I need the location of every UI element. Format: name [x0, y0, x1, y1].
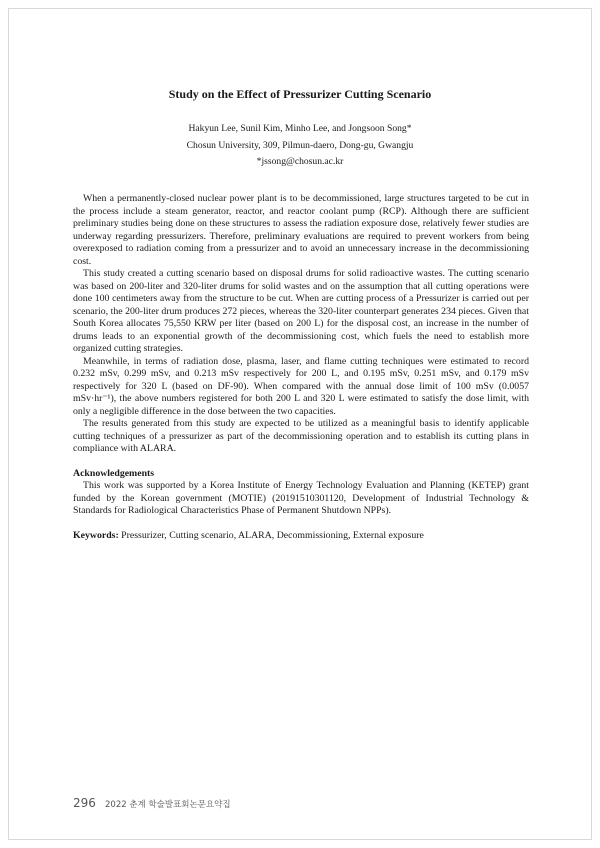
author-list: Hakyun Lee, Sunil Kim, Minho Lee, and Jongsoon Song*: [188, 123, 412, 134]
affiliation: Chosun University, 309, Pilmun-daero, Dong-gu, Gwangju: [186, 140, 414, 151]
paragraph-2: This study created a cutting scenario based on disposal drums for solid radioactive wastes. The cutting scenario was based on 200-liter and 320-liter drums for solid wastes and on the assumption that all cutting operations were done 100 centimeters away from the structure to be cut. When are cutting process of a Pressurizer is carried out per scenario, the 200-liter drum produces 272 pieces, whereas the 320-liter counterpart generates 234 pieces. Given that South Korea allocates 75,550 KRW per liter (based on 200 L) for the disposal cost, an increase in the number of drums leads to an exponential growth of the decommissioning cost, which fuels the need to establish more organized cutting strategies.: [73, 268, 529, 354]
paragraph-3: Meanwhile, in terms of radiation dose, plasma, laser, and flame cutting techniques were estimated to record 0.232 mSv, 0.299 mSv, and 0.213 mSv respectively for 200 L, and 0.195 mSv, 0.251 mSv, and 0.179 mSv respectively for 320 L (based on DF-90). When compared with the annual dose limit of 100 mSv (0.0057 mSv·hr⁻¹), the above numbers registered for both 200 L and 320 L were estimated to satisfy the dose limit, with only a negligible difference in the dose between the two capacities.: [73, 355, 529, 417]
keywords-label: Keywords:: [73, 529, 119, 541]
abstract-body: [73, 193, 529, 542]
corresponding-email: *jssong@chosun.ac.kr: [256, 156, 344, 167]
keywords-line: [73, 530, 529, 543]
page-number: 296: [73, 796, 96, 810]
proceedings-label: 2022 춘계 학술발표회논문요약집: [105, 800, 231, 810]
keywords-text: Pressurizer, Cutting scenario, ALARA, Decommissioning, External exposure: [121, 529, 424, 541]
paper-title: Study on the Effect of Pressurizer Cutting Scenario: [168, 87, 432, 101]
acknowledgements-heading: Acknowledgements: [73, 467, 155, 479]
paragraph-1: When a permanently-closed nuclear power plant is to be decommissioned, large structures targeted to be cut in the process include a steam generator, reactor, and reactor coolant pump (RCP). Although there are sufficient preliminary studies being done on these structures to assess the radiation exposure dose, relatively fewer studies are underway regarding pressurizers. Therefore, preliminary evaluations are required to prevent workers from being overexposed to radiation coming from a pressurizer and to avoid an unnecessary increase in the decommissioning cost.: [73, 193, 529, 267]
page-footer: [73, 792, 231, 811]
acknowledgements-text: This work was supported by a Korea Institute of Energy Technology Evaluation and Planning (KETEP) grant funded by the Korean government (MOTIE) (20191510301120, Development of Industrial Technology & Standards for Radiological Characteristics Phase of Permanent Shutdown NPPs).: [73, 480, 529, 516]
paragraph-4: The results generated from this study are expected to be utilized as a meaningful basis to identify applicable cutting techniques of a pressurizer as part of the decommissioning operation and to establish its cutting plans in compliance with ALARA.: [73, 418, 529, 454]
